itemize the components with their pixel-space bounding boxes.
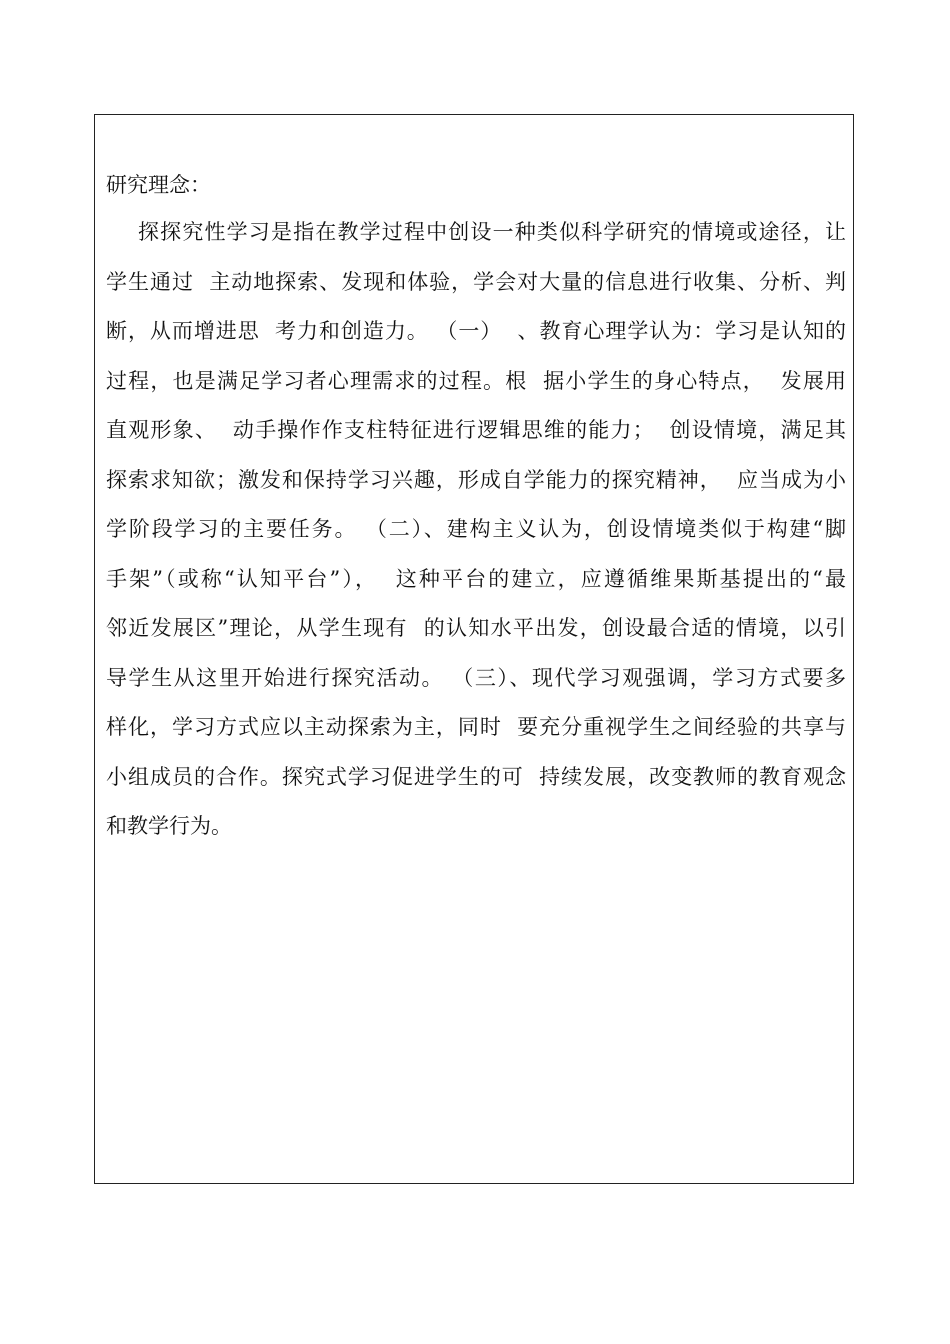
paragraph-line: 手架”（或称“认知平台”）， 这种平台的建立，应遵循维果斯基提出的“最 [106,567,846,591]
paragraph-line: 小组成员的合作。探究式学习促进学生的可 持续发展，改变教师的教育观念 [106,765,846,789]
paragraph-line: 直观形象、 动手操作作支柱特征进行逻辑思维的能力； 创设情境，满足其 [106,418,846,442]
paragraph-line: 探探究性学习是指在教学过程中创设一种类似科学研究的情境或途径，让 [138,220,846,244]
paragraph-line: 学阶段学习的主要任务。 （二）、建构主义认为，创设情境类似于构建“脚 [106,517,846,541]
paragraph-line: 和教学行为。 [106,814,232,838]
paragraph-line: 过程，也是满足学习者心理需求的过程。根 据小学生的身心特点， 发展用 [106,369,846,393]
paragraph-line: 样化，学习方式应以主动探索为主，同时 要充分重视学生之间经验的共享与 [106,715,846,739]
paragraph-line: 断，从而增进思 考力和创造力。 （一） 、教育心理学认为：学习是认知的 [106,319,846,343]
paragraph-line: 学生通过 主动地探索、发现和体验，学会对大量的信息进行收集、分析、判 [106,270,846,294]
paragraph-line: 探索求知欲；激发和保持学习兴趣，形成自学能力的探究精神， 应当成为小 [106,468,846,492]
content-box [94,114,854,1184]
paragraph-line: 邻近发展区”理论，从学生现有 的认知水平出发，创设最合适的情境，以引 [106,616,846,640]
section-heading: 研究理念： [106,173,211,197]
paragraph-line: 导学生从这里开始进行探究活动。 （三）、现代学习观强调，学习方式要多 [106,666,846,690]
